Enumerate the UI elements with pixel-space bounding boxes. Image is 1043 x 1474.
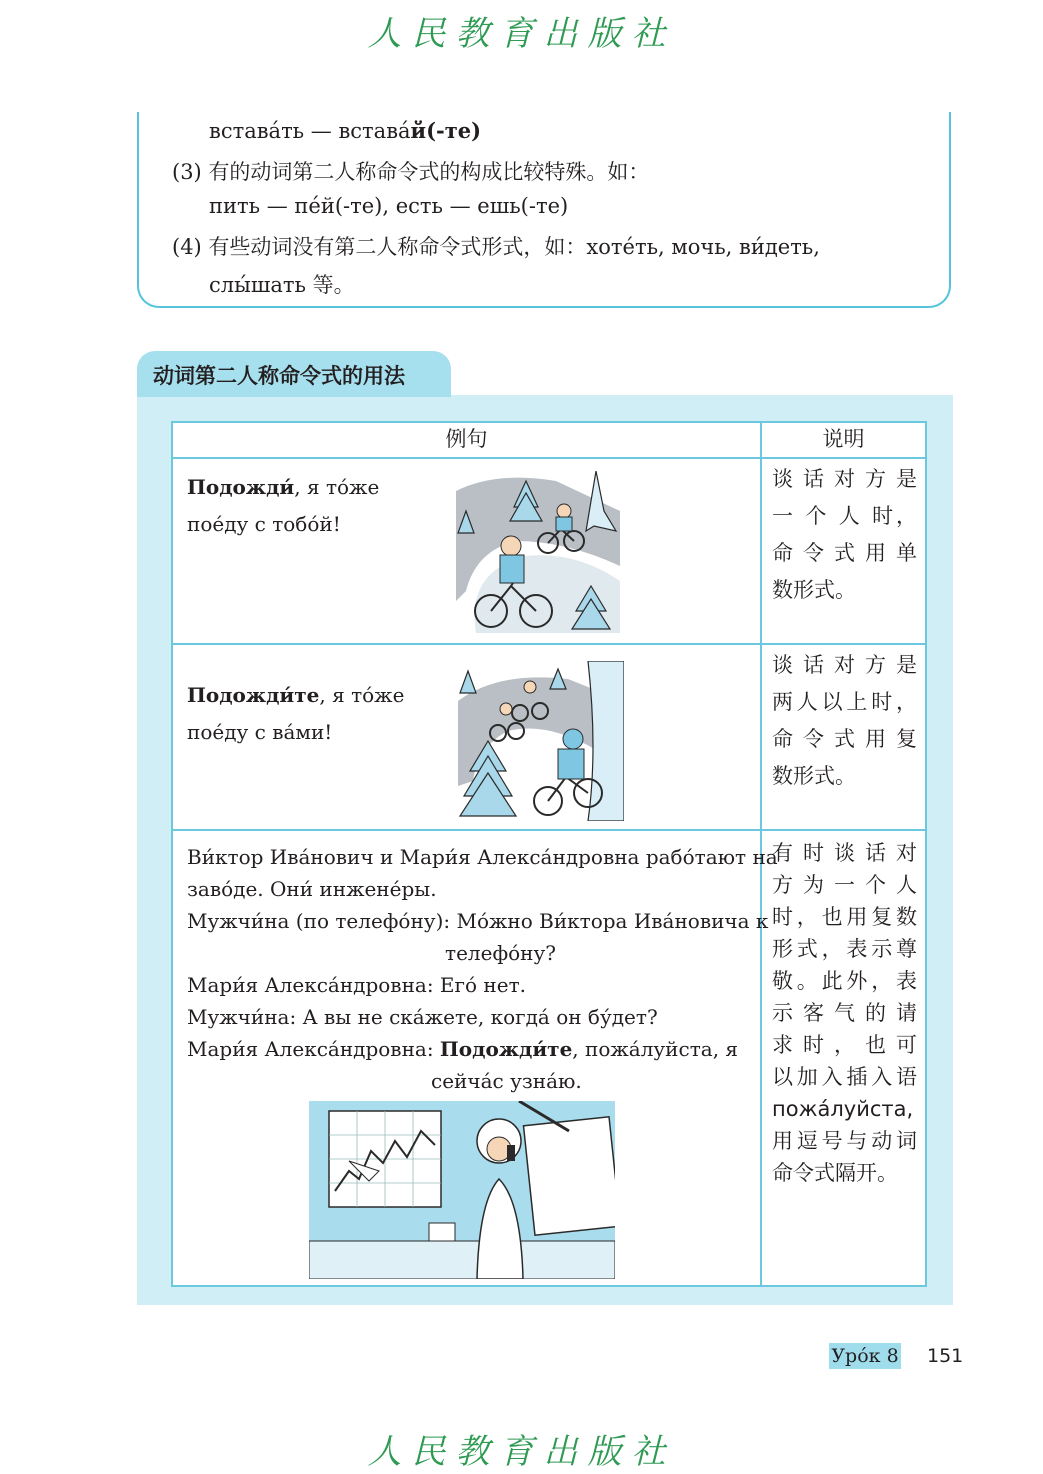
example-sentence: Подожди́те, я то́же пое́ду с ва́ми! xyxy=(187,683,405,744)
dialog-line: Ви́ктор Ива́нович и Мари́я Алекса́ндровна рабо́тают на xyxy=(187,845,778,869)
note-text: 谈话对方是 一 个 人 时， 命令式用单 数形式。 xyxy=(772,467,917,602)
dialog-line: Мари́я Алекса́ндровна: Его́ нет. xyxy=(187,973,526,997)
note-cell xyxy=(761,458,926,644)
note-cell xyxy=(761,830,926,1286)
lesson-label: Уро́к 8 xyxy=(829,1343,901,1369)
rule-item-4: (4) 有些动词没有第二人称命令式形式，如：хоте́ть, мочь, ви́деть, xyxy=(172,235,820,259)
usage-table xyxy=(171,421,927,1287)
example-cell xyxy=(172,458,761,644)
table-row xyxy=(172,458,926,644)
table-row xyxy=(172,644,926,830)
example-cell xyxy=(172,830,778,1286)
column-header-example: 例句 xyxy=(172,422,761,458)
group-cycling-illustration xyxy=(458,661,624,821)
dialog-line: Мари́я Алекса́ндровна: Подожди́те, пожа́луйста, я xyxy=(187,1037,739,1061)
children-cycling-illustration xyxy=(456,471,620,633)
example-cell xyxy=(172,644,761,830)
page-number: 151 xyxy=(927,1345,964,1367)
usage-section-title: 动词第二人称命令式的用法 xyxy=(137,351,451,397)
rule-item-3-example: пить — пе́й(-те), есть — ешь(-те) xyxy=(209,194,569,218)
column-header-note: 说明 xyxy=(761,422,926,458)
publisher-logo-top: 人民教育出版社 xyxy=(367,14,676,54)
note-text: 谈话对方是 两人以上时， 命令式用复 数形式。 xyxy=(772,653,917,788)
dialog-line: Мужчи́на: А вы не ска́жете, когда́ он бу́дет? xyxy=(187,1005,658,1029)
rule-item-3: (3) 有的动词第二人称命令式的构成比较特殊。如： xyxy=(172,160,650,184)
example-sentence: Подожди́, я то́же пое́ду с тобо́й! xyxy=(187,475,380,536)
dialog-line: Мужчи́на (по телефо́ну): Мо́жно Ви́ктора Ива́новича к xyxy=(187,909,769,933)
note-text: 有时谈话对 方为一个人 时，也用复数 形式，表示尊 敬。此外，表 示客气的请 求时，也可 以加入插入语 пожа́луйста, 用逗号与动词 命令式隔开。 xyxy=(772,841,917,1185)
table-row xyxy=(172,830,926,1286)
publisher-logo-bottom: 人民教育出版社 xyxy=(367,1432,676,1472)
office-phone-illustration xyxy=(309,1101,615,1279)
dialog-line: телефо́ну? xyxy=(445,941,556,965)
dialog-line: заво́де. Они́ инжене́ры. xyxy=(187,877,437,901)
rule-line-1: встава́ть — встава́й(-те) xyxy=(209,118,482,143)
note-cell xyxy=(761,644,926,830)
dialog-line: сейча́с узна́ю. xyxy=(431,1069,582,1093)
rule-item-4-cont: слы́шать 等。 xyxy=(209,273,355,297)
